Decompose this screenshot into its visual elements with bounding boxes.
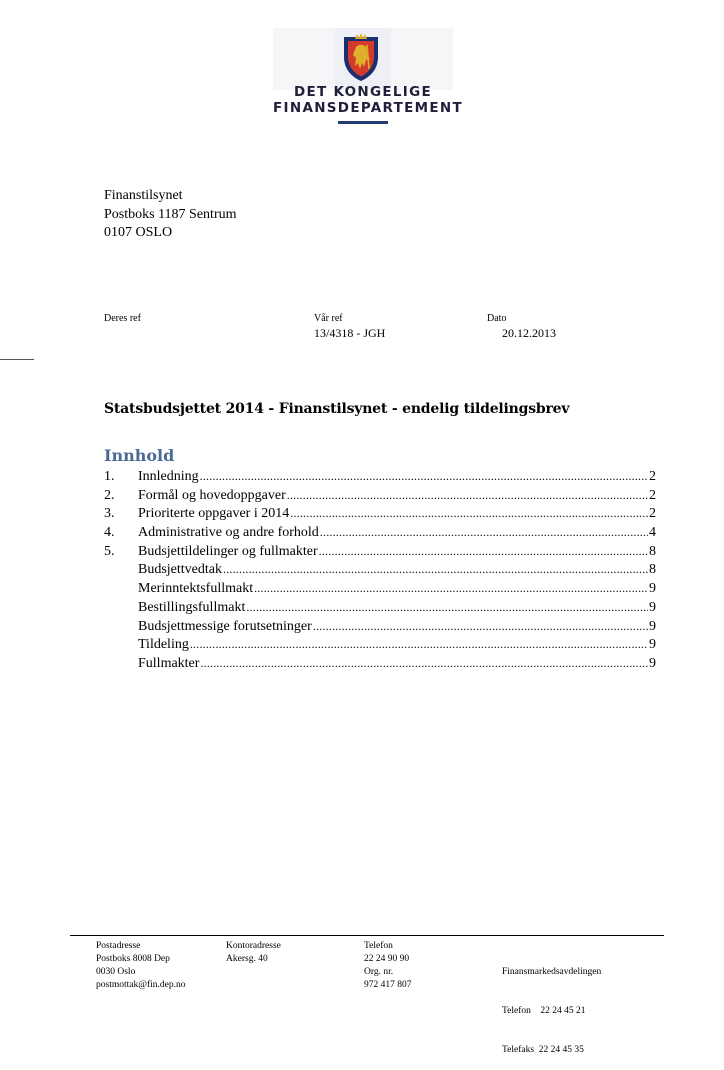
toc-dot-leader: [287, 486, 648, 505]
recipient-city: 0107 OSLO: [104, 225, 173, 240]
dato-label: Dato: [487, 313, 507, 324]
toc-item-title: Budsjettvedtak: [138, 562, 222, 578]
footer-avdeling: [502, 940, 601, 1070]
coat-of-arms-icon: [342, 33, 380, 83]
toc-item-title: Bestillingsfullmakt: [138, 599, 246, 615]
toc-item-title: Fullmakter: [138, 655, 200, 671]
footer-orgnr-label: Org. nr.: [364, 967, 394, 977]
logo-text-line-1: DET KONGELIGE: [293, 84, 433, 100]
toc-dot-leader: [200, 654, 648, 673]
toc-item-page: 9: [649, 599, 656, 615]
footer-telefon-label: Telefon: [364, 941, 393, 951]
footer-avdeling-label: Finansmarkedsavdelingen: [502, 967, 602, 977]
toc-item-number: 3.: [104, 506, 115, 522]
toc-dot-leader: [246, 598, 648, 617]
toc-item-title: Innledning: [138, 469, 199, 484]
toc-subitem[interactable]: [104, 560, 656, 579]
table-of-contents: [104, 467, 656, 673]
toc-item-number: 2.: [104, 487, 115, 503]
toc-item[interactable]: [104, 542, 656, 561]
toc-item-number: 4.: [104, 525, 115, 541]
toc-item-page: 9: [649, 618, 656, 634]
recipient-street: Postboks 1187 Sentrum: [104, 206, 237, 222]
footer-avdeling-telefaks: Telefaks 22 24 45 35: [502, 1045, 584, 1055]
toc-item-number: 1.: [104, 469, 115, 484]
footer-avdeling-telefon: Telefon 22 24 45 21: [502, 1006, 586, 1016]
footer-postadresse: [96, 940, 186, 992]
toc-item-title: Formål og hovedoppgaver: [138, 487, 286, 503]
toc-item-page: 4: [649, 525, 656, 541]
toc-dot-leader: [319, 542, 648, 561]
footer-postadresse-line1: Postboks 8008 Dep: [96, 954, 170, 964]
letter-subject: Statsbudsjettet 2014 - Finanstilsynet - endelig tildelingsbrev: [104, 401, 570, 417]
toc-item-page: 2: [649, 487, 656, 503]
footer-telefon-number: 22 24 90 90: [364, 954, 410, 964]
toc-item-page: 8: [649, 543, 656, 559]
toc-item-page: 8: [649, 562, 656, 578]
footer-orgnr-value: 972 417 807: [364, 980, 412, 990]
footer-divider: [70, 935, 664, 936]
footer-kontoradresse: [226, 940, 281, 966]
toc-item-title: Administrative og andre forhold: [138, 525, 319, 541]
toc-item[interactable]: [104, 523, 656, 542]
toc-subitem[interactable]: [104, 635, 656, 654]
logo-text-line-2: FINANSDEPARTEMENT: [273, 100, 464, 116]
toc-subitem[interactable]: [104, 617, 656, 636]
toc-item-title: Merinntektsfullmakt: [138, 581, 254, 597]
toc-item-title: Budsjettildelinger og fullmakter: [138, 543, 318, 559]
toc-item[interactable]: [104, 467, 656, 486]
toc-subitem[interactable]: [104, 654, 656, 673]
toc-item-title: Tildeling: [138, 637, 189, 653]
toc-dot-leader: [190, 635, 648, 654]
dato-value: 20.12.2013: [502, 326, 556, 340]
toc-dot-leader: [320, 523, 648, 542]
toc-item[interactable]: [104, 486, 656, 505]
toc-item-page: 2: [649, 506, 656, 522]
logo-underline: [338, 121, 388, 124]
toc-item-number: 5.: [104, 543, 115, 559]
toc-item[interactable]: [104, 504, 656, 523]
fold-mark: [0, 359, 34, 360]
toc-dot-leader: [223, 560, 648, 579]
var-ref-label: Vår ref: [314, 313, 343, 324]
toc-item-page: 2: [649, 469, 656, 484]
toc-heading: Innhold: [104, 446, 175, 465]
toc-subitem[interactable]: [104, 579, 656, 598]
toc-dot-leader: [254, 579, 648, 598]
toc-item-title: Prioriterte oppgaver i 2014: [138, 506, 290, 522]
footer-telefon: [364, 940, 412, 992]
recipient-address: [104, 187, 237, 243]
footer-kontoradresse-line1: Akersg. 40: [226, 954, 268, 964]
toc-item-title: Budsjettmessige forutsetninger: [138, 618, 312, 634]
toc-item-page: 9: [649, 655, 656, 671]
toc-item-page: 9: [649, 581, 656, 597]
var-ref-value: 13/4318 - JGH: [314, 326, 386, 340]
recipient-name: Finanstilsynet: [104, 188, 183, 203]
toc-dot-leader: [290, 504, 648, 523]
deres-ref-label: Deres ref: [104, 313, 141, 324]
toc-dot-leader: [200, 467, 648, 486]
toc-subitem[interactable]: [104, 598, 656, 617]
footer-postadresse-line2: 0030 Oslo: [96, 967, 136, 977]
toc-dot-leader: [313, 617, 648, 636]
toc-item-page: 9: [649, 637, 656, 653]
footer-postadresse-label: Postadresse: [96, 941, 141, 951]
footer-email[interactable]: postmottak@fin.dep.no: [96, 980, 186, 990]
footer-kontoradresse-label: Kontoradresse: [226, 941, 281, 951]
ministry-logo: [273, 28, 464, 128]
